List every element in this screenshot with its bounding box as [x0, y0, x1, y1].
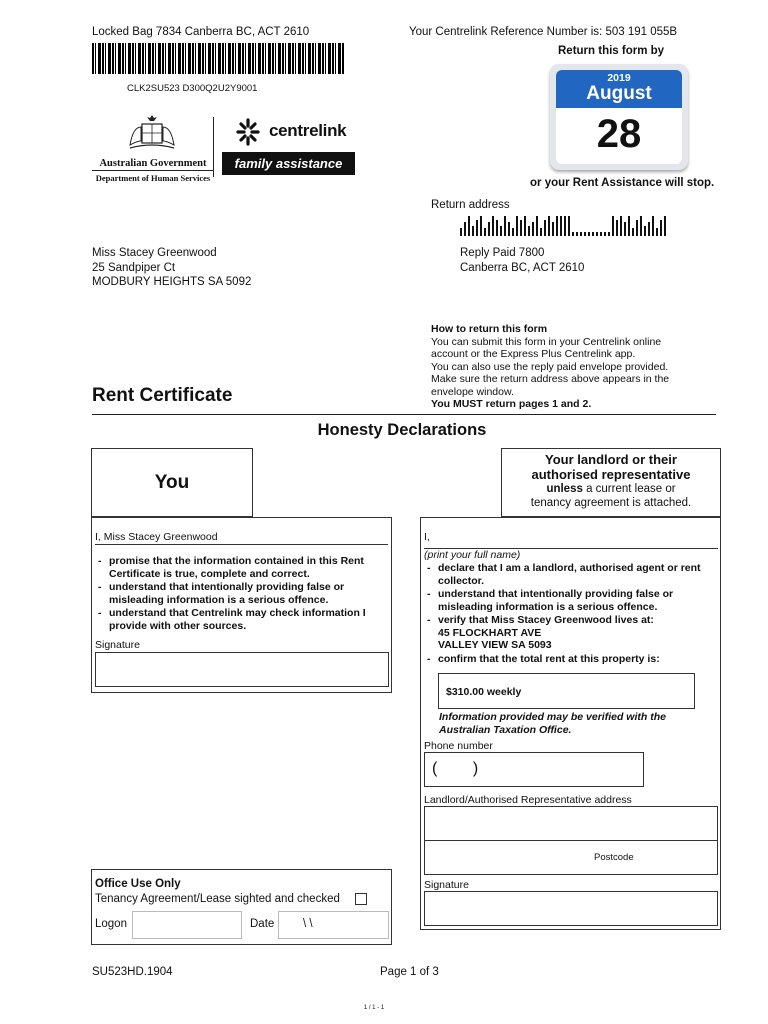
how-to-line2: account or the Express Plus Centrelink app. [431, 348, 636, 360]
office-use-box [91, 869, 392, 945]
title-rule [92, 414, 716, 415]
tenancy-checkbox[interactable] [355, 893, 367, 905]
print-name-hint: (print your full name) [424, 549, 521, 561]
postcode-label: Postcode [594, 852, 634, 863]
how-to-line5: envelope window. [431, 385, 514, 398]
barcode [92, 43, 345, 74]
landlord-intro: I, [424, 531, 430, 543]
logo-divider [213, 117, 214, 177]
you-heading: You [154, 472, 190, 493]
phone-parens: ( ) [432, 760, 479, 777]
landlord-point: - understand that intentionally providing false or misleading information is a serious offence. [421, 588, 711, 613]
logon-field[interactable] [132, 911, 242, 939]
recipient-street: 25 Sandpiper Ct [92, 262, 176, 274]
you-declaration-box [91, 517, 392, 693]
centrelink-wordmark: centrelink [269, 121, 347, 140]
section-title: Honesty Declarations [317, 421, 487, 439]
logon-label: Logon [95, 918, 127, 930]
locked-bag-address: Locked Bag 7834 Canberra BC, ACT 2610 [92, 26, 310, 38]
return-address-line1: Reply Paid 7800 [460, 247, 545, 259]
barcode-text: CLK2SU523 D300Q2U2Y9001 [127, 83, 258, 94]
you-signature-label: Signature [95, 639, 140, 651]
return-by-label: Return this form by [558, 45, 665, 57]
how-to-line1: You can submit this form in your Centrelink online [431, 335, 662, 348]
how-to-line3: You can also use the reply paid envelope provided. [431, 360, 669, 373]
form-code: SU523HD.1904 [92, 966, 173, 978]
you-intro-rule [95, 544, 388, 545]
return-address-label: Return address [431, 199, 510, 211]
office-tenancy-label: Tenancy Agreement/Lease sighted and checked [95, 893, 340, 905]
you-point: - promise that the information contained in this Rent Certificate is true, complete and correct. [92, 555, 382, 580]
postal-barcode [460, 216, 668, 236]
mini-page-indicator: 1 / 1 - 1 [363, 1005, 385, 1011]
due-date-calendar [550, 64, 688, 170]
you-heading-box [91, 448, 253, 517]
landlord-signature-field[interactable] [424, 891, 718, 926]
stop-notice: or your Rent Assistance will stop. [530, 177, 715, 189]
how-to-must: You MUST return pages 1 and 2. [431, 398, 592, 410]
return-address-line2: Canberra BC, ACT 2610 [460, 262, 585, 274]
coat-of-arms-icon [92, 115, 214, 153]
landlord-declaration-box [420, 517, 721, 930]
reference-number: Your Centrelink Reference Number is: 503 191 055B [409, 26, 678, 38]
landlord-point: - confirm that the total rent at this property is: [421, 653, 711, 666]
gov-line2: Department of Human Services [95, 173, 211, 183]
phone-field[interactable] [424, 752, 644, 787]
recipient-suburb: MODBURY HEIGHTS SA 5092 [92, 276, 252, 288]
office-heading: Office Use Only [95, 878, 181, 890]
calendar-year: 2019 [607, 72, 631, 84]
address-field-line2[interactable] [424, 840, 718, 875]
you-intro: I, Miss Stacey Greenwood [95, 531, 218, 543]
address-field-line1[interactable] [424, 806, 718, 841]
calendar-month: August [586, 83, 652, 104]
recipient-name: Miss Stacey Greenwood [92, 247, 217, 259]
landlord-heading-line1: Your landlord or their [545, 452, 677, 467]
landlord-signature-label: Signature [424, 879, 469, 891]
centrelink-star-icon [231, 117, 271, 147]
phone-label: Phone number [424, 740, 493, 752]
how-to-heading: How to return this form [431, 323, 548, 335]
you-points [92, 555, 382, 633]
you-point: - understand that intentionally providing false or misleading information is a serious offence. [92, 581, 382, 606]
date-field[interactable] [278, 911, 389, 939]
gov-line1: Australian Government [92, 158, 214, 171]
page-number: Page 1 of 3 [380, 966, 439, 978]
landlord-heading-box [501, 448, 721, 517]
how-to-line4: Make sure the return address above appears in the [431, 373, 670, 385]
page-title: Rent Certificate [92, 385, 233, 406]
how-to-return [431, 323, 721, 411]
you-point: - understand that Centrelink may check information I provide with other sources. [92, 607, 382, 632]
rent-amount-box [438, 673, 695, 709]
landlord-point: - verify that Miss Stacey Greenwood lives at: 45 FLOCKHART AVE VALLEY VIEW SA 5093 [421, 614, 711, 652]
rent-amount: $310.00 weekly [446, 686, 522, 698]
date-label: Date [250, 918, 275, 930]
landlord-heading-line4: tenancy agreement is attached. [530, 497, 692, 509]
ato-note: Information provided may be verified with the Australian Taxation Office. [439, 711, 666, 736]
date-separators: \ \ [303, 918, 313, 930]
landlord-point: - declare that I am a landlord, authorised agent or rent collector. [421, 562, 711, 587]
landlord-points [421, 562, 711, 666]
address-label: Landlord/Authorised Representative address [424, 794, 632, 806]
landlord-heading-line2: authorised representative [531, 467, 691, 482]
landlord-heading-line3: unless a current lease or [546, 483, 676, 495]
calendar-day: 28 [596, 112, 642, 156]
you-signature-field[interactable] [95, 652, 389, 687]
australian-government-logo [92, 115, 214, 183]
family-assistance-badge: family assistance [222, 152, 355, 175]
